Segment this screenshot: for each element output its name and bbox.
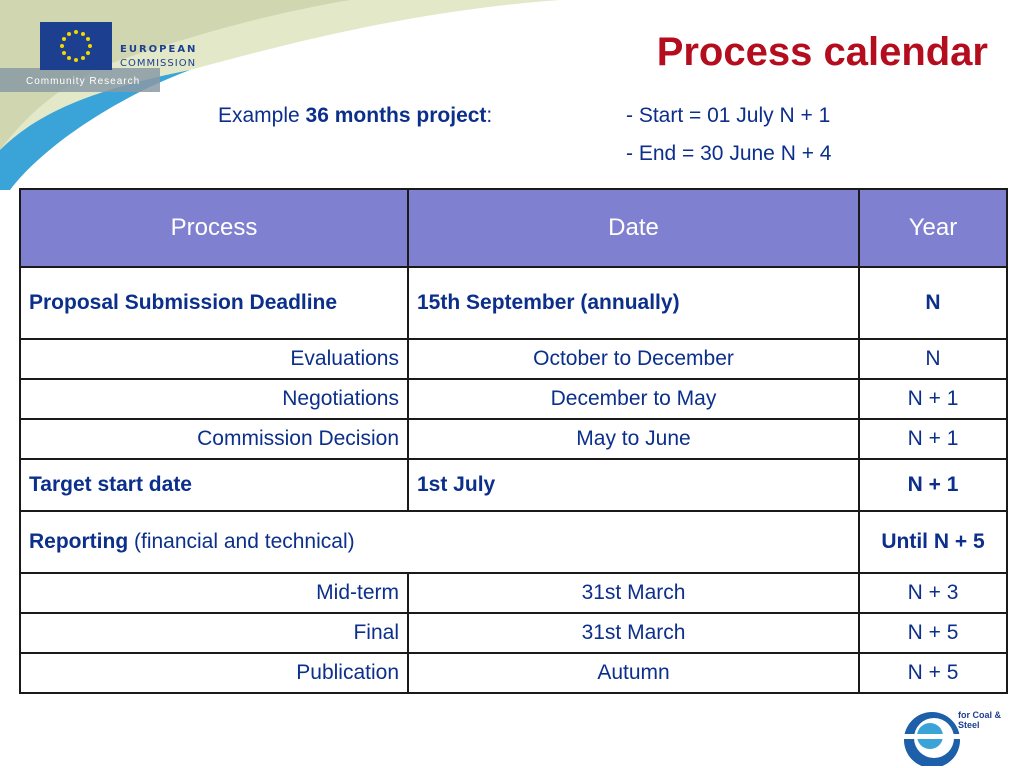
cell-year: N [859,339,1007,379]
example-suffix: : [486,104,493,127]
cell-reporting [20,511,859,573]
cell-process: Final [20,613,408,653]
cell-year: N + 1 [859,379,1007,419]
cell-process: Negotiations [20,379,408,419]
cell-year: Until N + 5 [859,511,1007,573]
table-row [20,267,1007,339]
table-row [20,573,1007,613]
cell-year: N [859,267,1007,339]
eu-flag-logo [40,22,112,70]
table-row [20,459,1007,511]
example-bold: 36 months project [305,104,487,127]
tagline: Community Research [26,76,141,87]
table-row [20,613,1007,653]
cell-process: Evaluations [20,339,408,379]
cell-year: N + 1 [859,419,1007,459]
end-line: - End = 30 June N + 4 [626,142,832,165]
cell-year: N + 1 [859,459,1007,511]
cell-date: October to December [408,339,859,379]
cell-date: 31st March [408,613,859,653]
header-date: Date [408,189,859,267]
process-calendar-table [19,188,1008,694]
example-line [218,104,492,128]
cell-year: N + 3 [859,573,1007,613]
cell-date: May to June [408,419,859,459]
table-header-row [20,189,1007,267]
table-row [20,511,1007,573]
org-name-line2: COMMISSION [120,58,197,69]
cell-date: 15th September (annually) [408,267,859,339]
cell-year: N + 5 [859,613,1007,653]
cell-process: Publication [20,653,408,693]
table-row [20,419,1007,459]
header-process: Process [20,189,408,267]
table-row [20,653,1007,693]
example-prefix: Example [218,104,306,127]
table-row [20,339,1007,379]
cell-date: 1st July [408,459,859,511]
org-name-line1: EUROPEAN [120,44,198,55]
cell-year: N + 5 [859,653,1007,693]
reporting-detail: (financial and technical) [128,530,355,553]
cell-date: Autumn [408,653,859,693]
start-line: - Start = 01 July N + 1 [626,104,831,127]
header-year: Year [859,189,1007,267]
partner-text: for Coal & Steel [958,710,1002,730]
cell-date: 31st March [408,573,859,613]
cell-process: Mid-term [20,573,408,613]
table-row [20,379,1007,419]
cell-process: Target start date [20,459,408,511]
slide-title: Process calendar [656,30,988,74]
cell-process: Commission Decision [20,419,408,459]
reporting-label: Reporting [29,530,129,553]
cell-date: December to May [408,379,859,419]
cell-process: Proposal Submission Deadline [20,267,408,339]
